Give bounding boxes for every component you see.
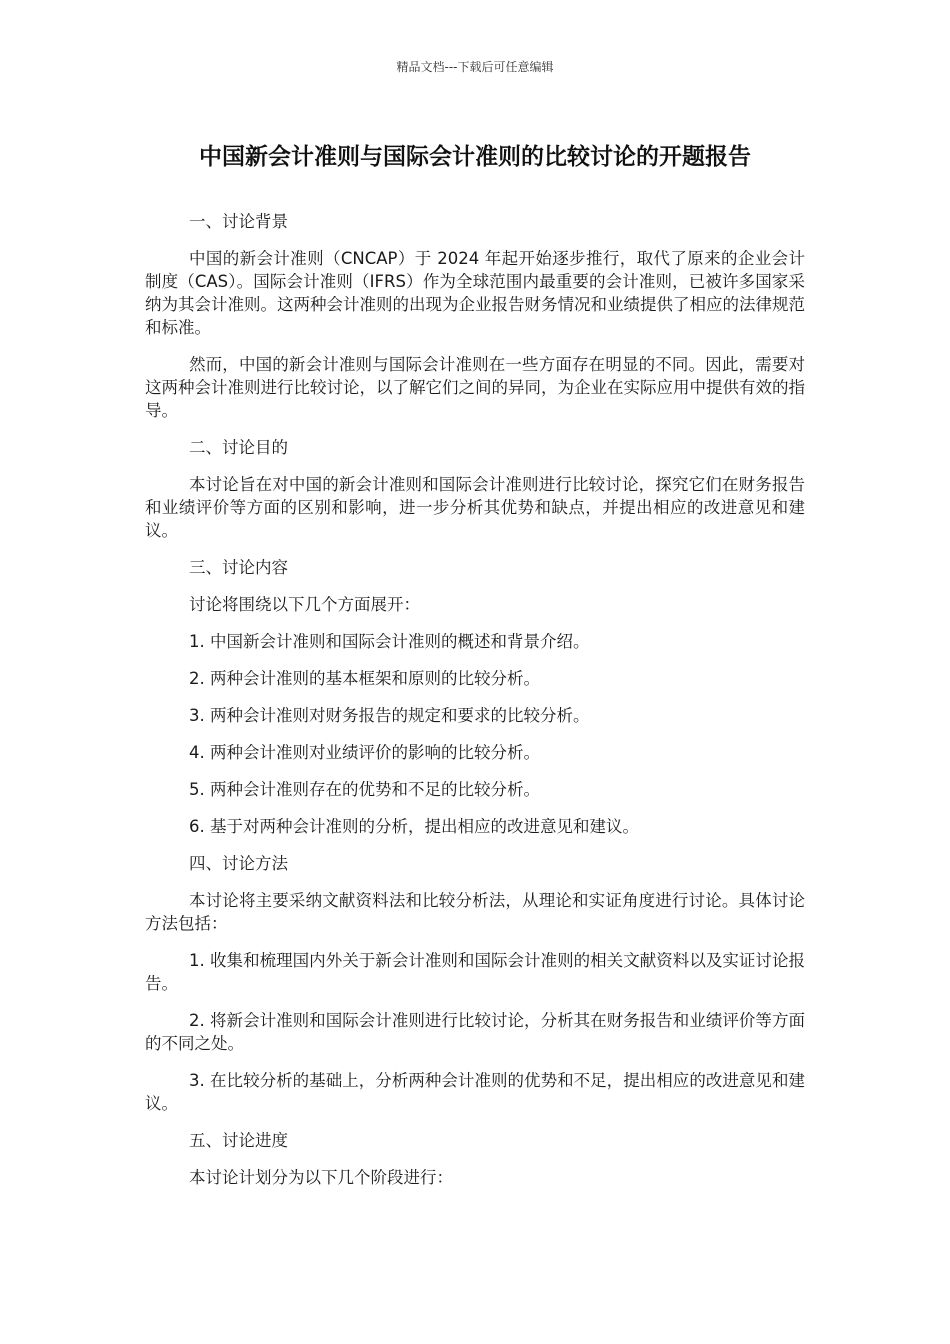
content-list-item: 4. 两种会计准则对业绩评价的影响的比较分析。	[189, 743, 540, 762]
method-paragraph: 本讨论将主要采纳文献资料法和比较分析法，从理论和实证角度进行讨论。具体讨论方法包括：	[145, 891, 805, 933]
content-list-item: 6. 基于对两种会计准则的分析，提出相应的改进意见和建议。	[189, 817, 639, 836]
section-heading-content: 三、讨论内容	[189, 558, 288, 577]
background-paragraph-1: 中国的新会计准则（CNCAP）于 2024 年起开始逐步推行，取代了原来的企业会计制度（CAS）。国际会计准则（IFRS）作为全球范围内最重要的会计准则，已被许多国家采纳为其会计准则。这两种会计准则的出现为企业报告财务情况和业绩提供了相应的法律规范和标准。	[145, 249, 805, 337]
content-list-item: 3. 两种会计准则对财务报告的规定和要求的比较分析。	[189, 706, 590, 725]
header-note: 精品文档---下载后可任意编辑	[396, 60, 554, 74]
method-list-item: 3. 在比较分析的基础上，分析两种会计准则的优势和不足，提出相应的改进意见和建议。	[145, 1071, 805, 1113]
document-body	[145, 210, 805, 1203]
method-list-item: 1. 收集和梳理国内外关于新会计准则和国际会计准则的相关文献资料以及实证讨论报告。	[145, 951, 805, 993]
purpose-paragraph: 本讨论旨在对中国的新会计准则和国际会计准则进行比较讨论，探究它们在财务报告和业绩评价等方面的区别和影响，进一步分析其优势和缺点，并提出相应的改进意见和建议。	[145, 475, 805, 540]
content-intro: 讨论将围绕以下几个方面展开：	[189, 595, 420, 614]
section-heading-schedule: 五、讨论进度	[189, 1131, 288, 1150]
section-heading-purpose: 二、讨论目的	[189, 438, 288, 457]
document-title: 中国新会计准则与国际会计准则的比较讨论的开题报告	[199, 144, 751, 170]
content-list-item: 1. 中国新会计准则和国际会计准则的概述和背景介绍。	[189, 632, 590, 651]
method-list-item: 2. 将新会计准则和国际会计准则进行比较讨论，分析其在财务报告和业绩评价等方面的不同之处。	[145, 1011, 805, 1053]
schedule-intro: 本讨论计划分为以下几个阶段进行：	[189, 1168, 453, 1187]
content-list-item: 5. 两种会计准则存在的优势和不足的比较分析。	[189, 780, 540, 799]
section-heading-background: 一、讨论背景	[189, 212, 288, 231]
section-heading-method: 四、讨论方法	[189, 854, 288, 873]
background-paragraph-2: 然而，中国的新会计准则与国际会计准则在一些方面存在明显的不同。因此，需要对这两种会计准则进行比较讨论，以了解它们之间的异同，为企业在实际应用中提供有效的指导。	[145, 355, 805, 420]
content-list-item: 2. 两种会计准则的基本框架和原则的比较分析。	[189, 669, 540, 688]
